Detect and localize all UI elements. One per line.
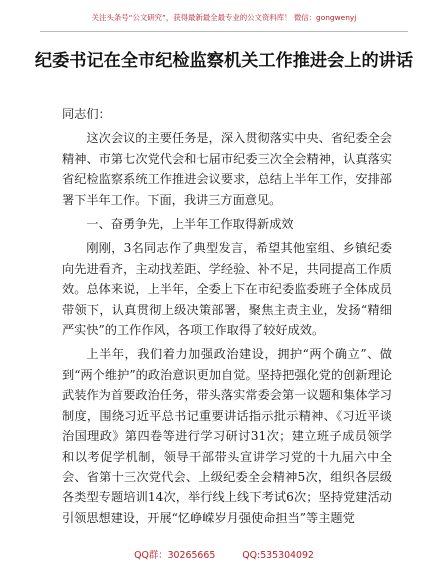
section-heading: 一、奋勇争先，上半年工作取得新成效 <box>86 217 294 232</box>
paragraph-summary: 刚刚，3名同志作了典型发言，希望其他室组、乡镇纪委向先进看齐，主动找差距、学经验、补不足，共同提高工作质效。总体来说，上半年，全委上下在市纪委监委班子全体成员带领下，认真贯彻上级决策部署，聚焦主责主业，发扬“精细严实快”的工作作风，各项工作取得了较好成效。 <box>62 241 392 338</box>
paragraph-intro: 这次会议的主要任务是，深入贯彻落实中央、省纪委全会精神、市第七次党代会和七届市纪委三次全会精神，认真落实省纪检监察系统工作推进会议要求，总结上半年工作，安排部署下半年工作。下面，我讲三方面意见。 <box>62 131 392 207</box>
footer-qq: QQ:535304092 <box>242 550 314 561</box>
footer-qq-group: QQ群：30265665 <box>134 550 216 561</box>
document-body <box>62 104 392 532</box>
header-banner <box>40 6 408 32</box>
footer-contact <box>0 547 448 561</box>
document-title: 纪委书记在全市纪检监察机关工作推进会上的讲话 <box>34 51 414 71</box>
paragraph-political-construction: 上半年，我们着力加强政治建设，拥护“两个确立”、做到“两个维护”的政治意识更加自觉。坚持把强化党的创新理论武装作为首要政治任务，带头落实常委会第一议题和集体学习制度，围绕习近平总书记重要讲话指示批示精神、《习近平谈治国理政》第四卷等进行学习研讨31次；建立班子成员领学和以考促学机制，领导干部带头宣讲学习党的十九届六中全会、省第十三次党代会、上级纪委全会精神5次，组织各层级各类型专题培训14次，举行线上线下考试6次；坚持党建活动引领思想建设，开展“忆峥嵘岁月强使命担当”等主题党 <box>62 347 392 525</box>
header-banner-text: 关注头条号“公文研究”，获得最新最全最专业的公文资料库！ 微信：gongwenyj <box>91 13 357 22</box>
greeting: 同志们： <box>62 107 111 121</box>
